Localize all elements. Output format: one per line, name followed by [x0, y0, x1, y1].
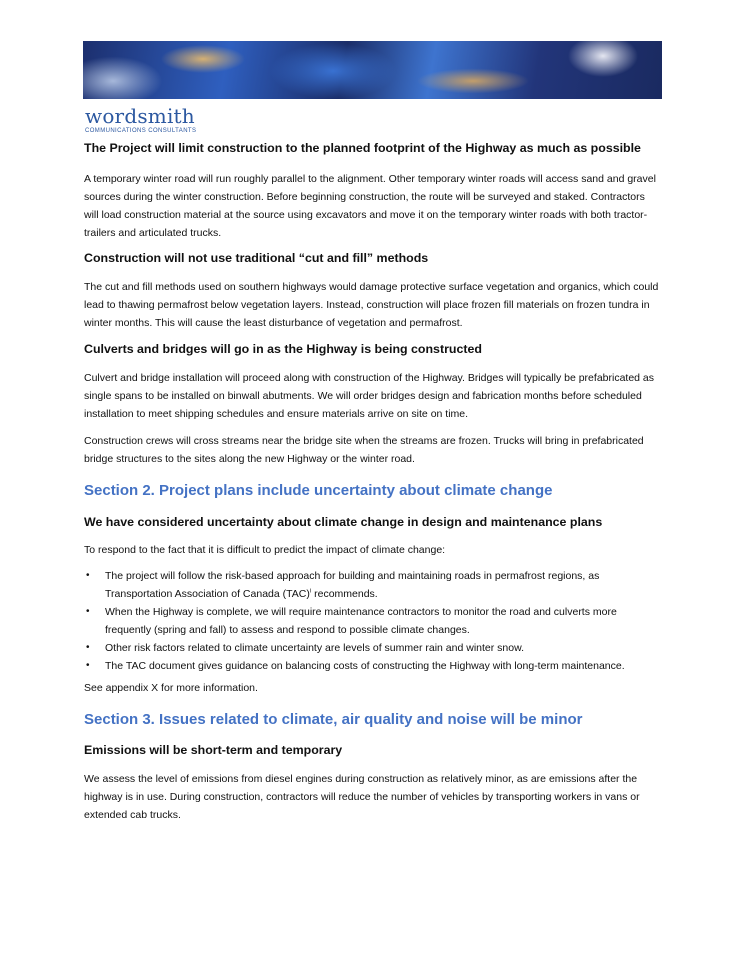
paragraph-emissions: We assess the level of emissions from diesel engines during construction as relatively minor, as are emissions after the highway is in use. During construction, contractors will reduce the number of vehicles by transporting workers in vans or extended cab trucks.: [84, 773, 640, 821]
bullet-4-text: The TAC document gives guidance on balancing costs of constructing the Highway with long-term maintenance.: [105, 660, 625, 672]
climate-bullet-list: [84, 567, 662, 675]
footnote-marker[interactable]: i: [309, 588, 312, 595]
header-banner-image: [83, 41, 662, 99]
bullet-3-text: Other risk factors related to climate uncertainty are levels of summer rain and winter snow.: [105, 642, 525, 654]
bullet-icon: •: [86, 570, 90, 581]
bullet-2-text: When the Highway is complete, we will require maintenance contractors to monitor the road and culverts more frequently (spring and fall) to assess and respond to possible climate changes.: [105, 606, 617, 636]
paragraph-cut-and-fill: The cut and fill methods used on southern highways would damage protective surface vegetation and organics, which could lead to thawing permafrost below vegetation layers. Instead, construction will place frozen fill materials on frozen tundra in winter months. This will cause the least disturbance of vegetation and permafrost.: [84, 281, 659, 329]
bullet-icon: •: [86, 642, 90, 653]
bullet-icon: •: [86, 606, 90, 617]
list-item: [84, 567, 662, 603]
section-3-title: Section 3. Issues related to climate, air quality and noise will be minor: [84, 711, 583, 728]
section-2-title: Section 2. Project plans include uncertainty about climate change: [84, 482, 553, 499]
wordsmith-logo: [85, 105, 225, 135]
heading-climate-uncertainty: We have considered uncertainty about climate change in design and maintenance plans: [84, 515, 603, 529]
heading-emissions: Emissions will be short-term and temporary: [84, 743, 343, 757]
logo-tagline: COMMUNICATIONS CONSULTANTS: [85, 128, 197, 134]
bullet-1-text: The project will follow the risk-based approach for building and maintaining roads in permafrost regions, as Transportation Association of Canada (TAC): [105, 570, 600, 600]
list-item: [84, 657, 662, 675]
heading-cut-and-fill: Construction will not use traditional “cut and fill” methods: [84, 251, 429, 265]
logo-name: wordsmith: [85, 104, 195, 128]
paragraph-winter-road: A temporary winter road will run roughly parallel to the alignment. Other temporary winter roads will access sand and gravel sources during the winter construction. Before beginning construction, the route will be surveyed and staked. Contractors will load construction material at the source using excavators and move it on the temporary winter roads with both tractor-trailers and articulated trucks.: [84, 173, 656, 239]
document-body: [84, 140, 662, 824]
paragraph-culverts-2: Construction crews will cross streams near the bridge site when the streams are frozen. Trucks will bring in prefabricated bridge structures to the sites along the new Highway or the winter road.: [84, 435, 644, 465]
paragraph-culverts-1: Culvert and bridge installation will proceed along with construction of the Highway. Bridges will typically be prefabricated as single spans to be installed on binwall abutments. We will order bridges design and fabrication months before scheduled installation to meet shipping schedules and ensure materials arrive on site on time.: [84, 372, 655, 420]
bullet-1-text-end: recommends.: [311, 588, 378, 600]
paragraph-respond: To respond to the fact that it is difficult to predict the impact of climate change:: [84, 544, 446, 556]
list-item: [84, 639, 662, 657]
paragraph-appendix: See appendix X for more information.: [84, 682, 258, 694]
bullet-icon: •: [86, 660, 90, 671]
heading-footprint: The Project will limit construction to the planned footprint of the Highway as much as possible: [84, 141, 641, 155]
heading-culverts-bridges: Culverts and bridges will go in as the Highway is being constructed: [84, 342, 482, 356]
list-item: [84, 603, 662, 639]
